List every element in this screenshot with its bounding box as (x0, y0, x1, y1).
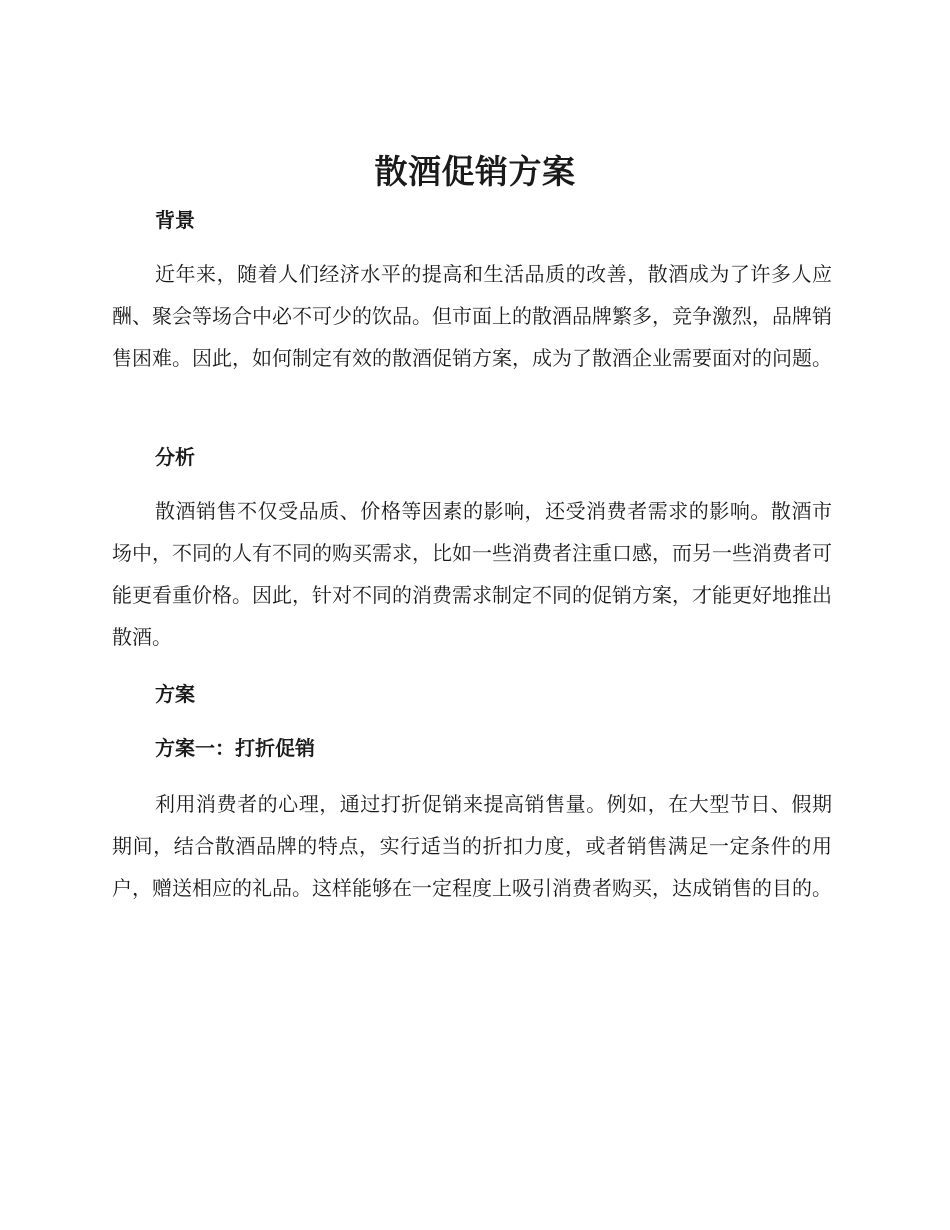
paragraph-plan-one: 利用消费者的心理，通过打折促销来提高销售量。例如，在大型节日、假期期间，结合散酒品牌的特点，实行适当的折扣力度，或者销售满足一定条件的用户，赠送相应的礼品。这样能够在一定程度上吸引消费者购买，达成销售的目的。 (112, 792, 832, 900)
section-heading-plan: 方案 (155, 682, 195, 706)
section-heading-analysis: 分析 (155, 445, 195, 469)
section-heading-background: 背景 (155, 208, 195, 232)
document-title: 散酒促销方案 (374, 152, 576, 191)
section-heading-plan-one: 方案一：打折促销 (155, 736, 315, 760)
paragraph-analysis: 散酒销售不仅受品质、价格等因素的影响，还受消费者需求的影响。散酒市场中，不同的人有不同的购买需求，比如一些消费者注重口感，而另一些消费者可能更看重价格。因此，针对不同的消费需求制定不同的促销方案，才能更好地推出散酒。 (112, 499, 832, 649)
paragraph-background: 近年来，随着人们经济水平的提高和生活品质的改善，散酒成为了许多人应酬、聚会等场合中必不可少的饮品。但市面上的散酒品牌繁多，竞争激烈，品牌销售困难。因此，如何制定有效的散酒促销方案，成为了散酒企业需要面对的问题。 (112, 262, 832, 370)
